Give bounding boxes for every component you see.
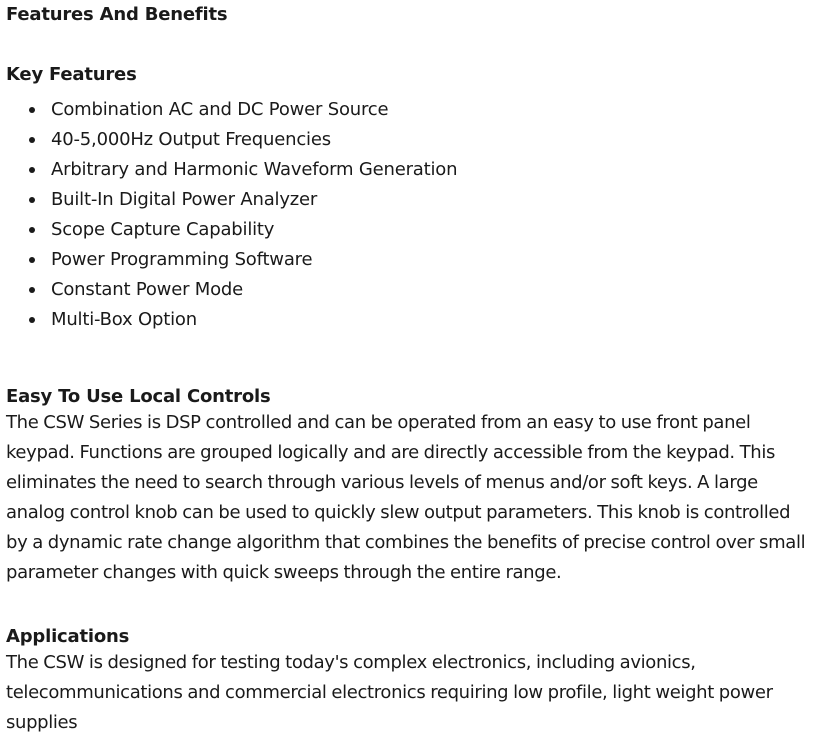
key-features-list — [6, 95, 786, 335]
bullet-icon — [29, 257, 35, 263]
applications-paragraph — [6, 648, 818, 738]
list-item-text: Built-In Digital Power Analyzer — [51, 189, 318, 210]
paragraph-line: The CSW Series is DSP controlled and can be operated from an easy to use front panel — [6, 412, 751, 433]
list-item-text: Power Programming Software — [51, 249, 313, 270]
paragraph-line: analog control knob can be used to quickly slew output parameters. This knob is controlled — [6, 502, 791, 523]
local-controls-paragraph — [6, 408, 818, 588]
paragraph-line: eliminates the need to search through various levels of menus and/or soft keys. A large — [6, 472, 758, 493]
list-item — [6, 95, 786, 125]
bullet-icon — [29, 107, 35, 113]
applications-section — [6, 626, 818, 738]
list-item — [6, 305, 786, 335]
paragraph-line: supplies — [6, 712, 78, 733]
bullet-icon — [29, 287, 35, 293]
bullet-icon — [29, 167, 35, 173]
list-item — [6, 185, 786, 215]
paragraph-line: parameter changes with quick sweeps through the entire range. — [6, 562, 562, 583]
key-features-heading: Key Features — [6, 64, 137, 85]
list-item-text: Combination AC and DC Power Source — [51, 99, 389, 120]
list-item — [6, 155, 786, 185]
local-controls-heading: Easy To Use Local Controls — [6, 386, 271, 407]
applications-heading: Applications — [6, 626, 130, 647]
bullet-icon — [29, 227, 35, 233]
list-item-text: 40-5,000Hz Output Frequencies — [51, 129, 331, 150]
list-item — [6, 245, 786, 275]
list-item — [6, 215, 786, 245]
page-title: Features And Benefits — [6, 4, 228, 25]
bullet-icon — [29, 197, 35, 203]
paragraph-line: The CSW is designed for testing today's complex electronics, including avionics, — [6, 652, 696, 673]
paragraph-line: telecommunications and commercial electronics requiring low profile, light weight power — [6, 682, 773, 703]
bullet-icon — [29, 137, 35, 143]
paragraph-line: by a dynamic rate change algorithm that combines the benefits of precise control over small — [6, 532, 806, 553]
local-controls-section — [6, 386, 818, 588]
list-item-text: Arbitrary and Harmonic Waveform Generation — [51, 159, 458, 180]
list-item — [6, 275, 786, 305]
list-item-text: Multi-Box Option — [51, 309, 197, 330]
paragraph-line: keypad. Functions are grouped logically and are directly accessible from the keypad. This — [6, 442, 776, 463]
bullet-icon — [29, 317, 35, 323]
list-item-text: Scope Capture Capability — [51, 219, 275, 240]
key-features-section — [6, 64, 458, 330]
list-item-text: Constant Power Mode — [51, 279, 244, 300]
list-item — [6, 125, 786, 155]
